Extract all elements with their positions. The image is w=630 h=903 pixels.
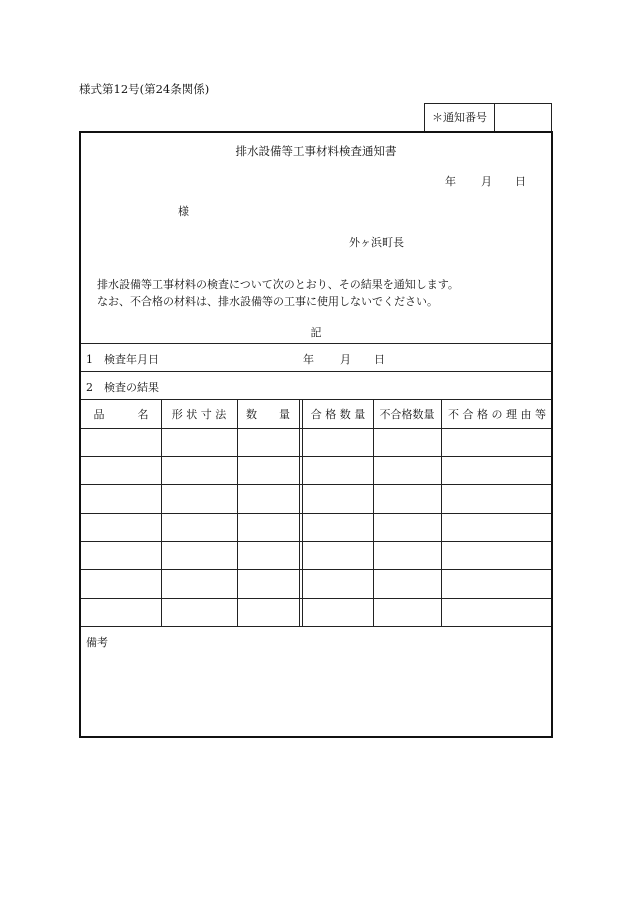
remarks-label: 備考: [86, 636, 108, 649]
body-line-2: なお、不合格の材料は、排水設備等の工事に使用しないでください。: [97, 295, 438, 308]
inspection-month-label: 月: [340, 353, 351, 366]
inspection-result-label: 2 検査の結果: [86, 381, 159, 394]
notice-form: [79, 131, 553, 738]
table-bottom-line: [81, 626, 551, 627]
table-header-passed-quantity: 合 格 数 量: [310, 408, 366, 421]
table-header-item-name: 品 名: [93, 408, 149, 421]
date-month-label: 月: [481, 175, 492, 188]
issuer-name: 外ヶ浜町長: [349, 236, 404, 249]
table-header-shape-size: 形 状 寸 法: [171, 408, 227, 421]
divider-line: [81, 371, 551, 372]
inspection-year-label: 年: [303, 353, 314, 366]
inspection-day-label: 日: [374, 353, 385, 366]
notice-number-label: ＊通知番号: [425, 104, 495, 132]
table-row-line: [81, 484, 551, 485]
table-row-line: [81, 456, 551, 457]
table-header-failed-quantity: 不合格数量: [379, 408, 435, 421]
table-top-line: [81, 399, 551, 400]
addressee-suffix: 様: [178, 205, 189, 218]
table-row-line: [81, 569, 551, 570]
inspection-date-label: 1 検査年月日: [86, 353, 159, 366]
ki-marker: 記: [310, 326, 322, 339]
table-header-quantity: 数 量: [246, 408, 290, 421]
table-row-line: [81, 598, 551, 599]
date-year-label: 年: [445, 175, 456, 188]
divider-line: [81, 343, 551, 344]
form-number-label: 様式第12号(第24条関係): [79, 82, 210, 96]
body-line-1: 排水設備等工事材料の検査について次のとおり、その結果を通知します。: [97, 278, 459, 291]
table-row-line: [81, 428, 551, 429]
notice-number-box: [424, 103, 552, 131]
date-day-label: 日: [515, 175, 526, 188]
document-title: 排水設備等工事材料検査通知書: [235, 144, 397, 158]
table-row-line: [81, 513, 551, 514]
table-header-failure-reason: 不 合 格 の 理 由 等: [448, 408, 546, 421]
table-row-line: [81, 541, 551, 542]
